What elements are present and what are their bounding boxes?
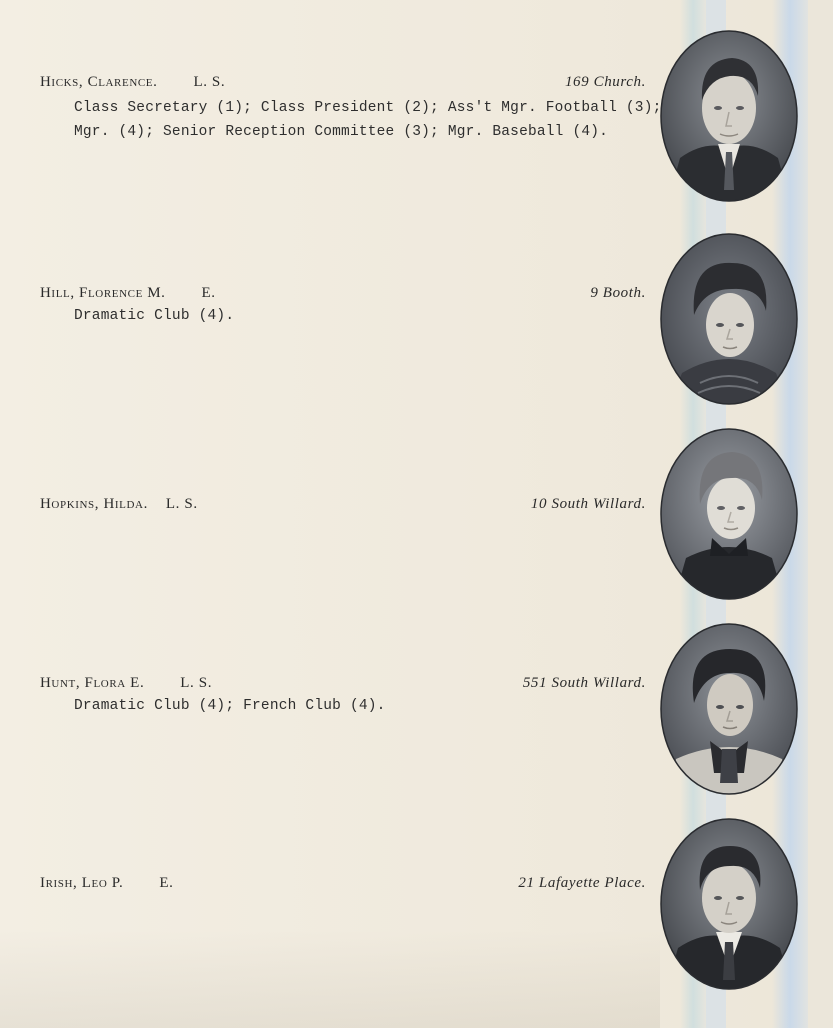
portrait-young-woman xyxy=(660,623,798,795)
student-address: 10 South Willard. xyxy=(530,496,646,512)
student-department: E. xyxy=(201,285,216,301)
page-shadow xyxy=(0,930,660,1028)
student-department: E. xyxy=(159,875,174,891)
student-name: Hicks, Clarence. xyxy=(40,74,158,90)
student-name: Irish, Leo P. xyxy=(40,875,124,891)
student-name-line xyxy=(40,675,212,692)
page-margin xyxy=(808,0,833,1028)
student-department: L. S. xyxy=(165,496,198,512)
student-name-line xyxy=(40,875,174,892)
portrait-young-woman xyxy=(660,233,798,405)
student-activities-line: Dramatic Club (4); French Club (4). xyxy=(74,698,386,714)
student-address: 551 South Willard. xyxy=(522,675,646,691)
student-name: Hill, Florence M. xyxy=(40,285,166,301)
student-activities-line: Mgr. (4); Senior Reception Committee (3); Mgr. Baseball (4). xyxy=(74,124,609,140)
student-name: Hopkins, Hilda. xyxy=(40,496,148,512)
student-address: 21 Lafayette Place. xyxy=(518,875,646,891)
student-address: 9 Booth. xyxy=(590,285,646,301)
student-address: 169 Church. xyxy=(564,74,646,90)
student-department: L. S. xyxy=(193,74,226,90)
student-name: Hunt, Flora E. xyxy=(40,675,145,691)
student-activities-line: Class Secretary (1); Class President (2); Ass't Mgr. Football (3); xyxy=(74,100,662,116)
student-name-line xyxy=(40,285,216,302)
student-name-line xyxy=(40,496,198,513)
portrait-young-woman xyxy=(660,428,798,600)
portrait-young-man xyxy=(660,818,798,990)
student-activities-line: Dramatic Club (4). xyxy=(74,308,235,324)
student-department: L. S. xyxy=(180,675,213,691)
portrait-young-man xyxy=(660,30,798,202)
student-name-line xyxy=(40,74,225,91)
